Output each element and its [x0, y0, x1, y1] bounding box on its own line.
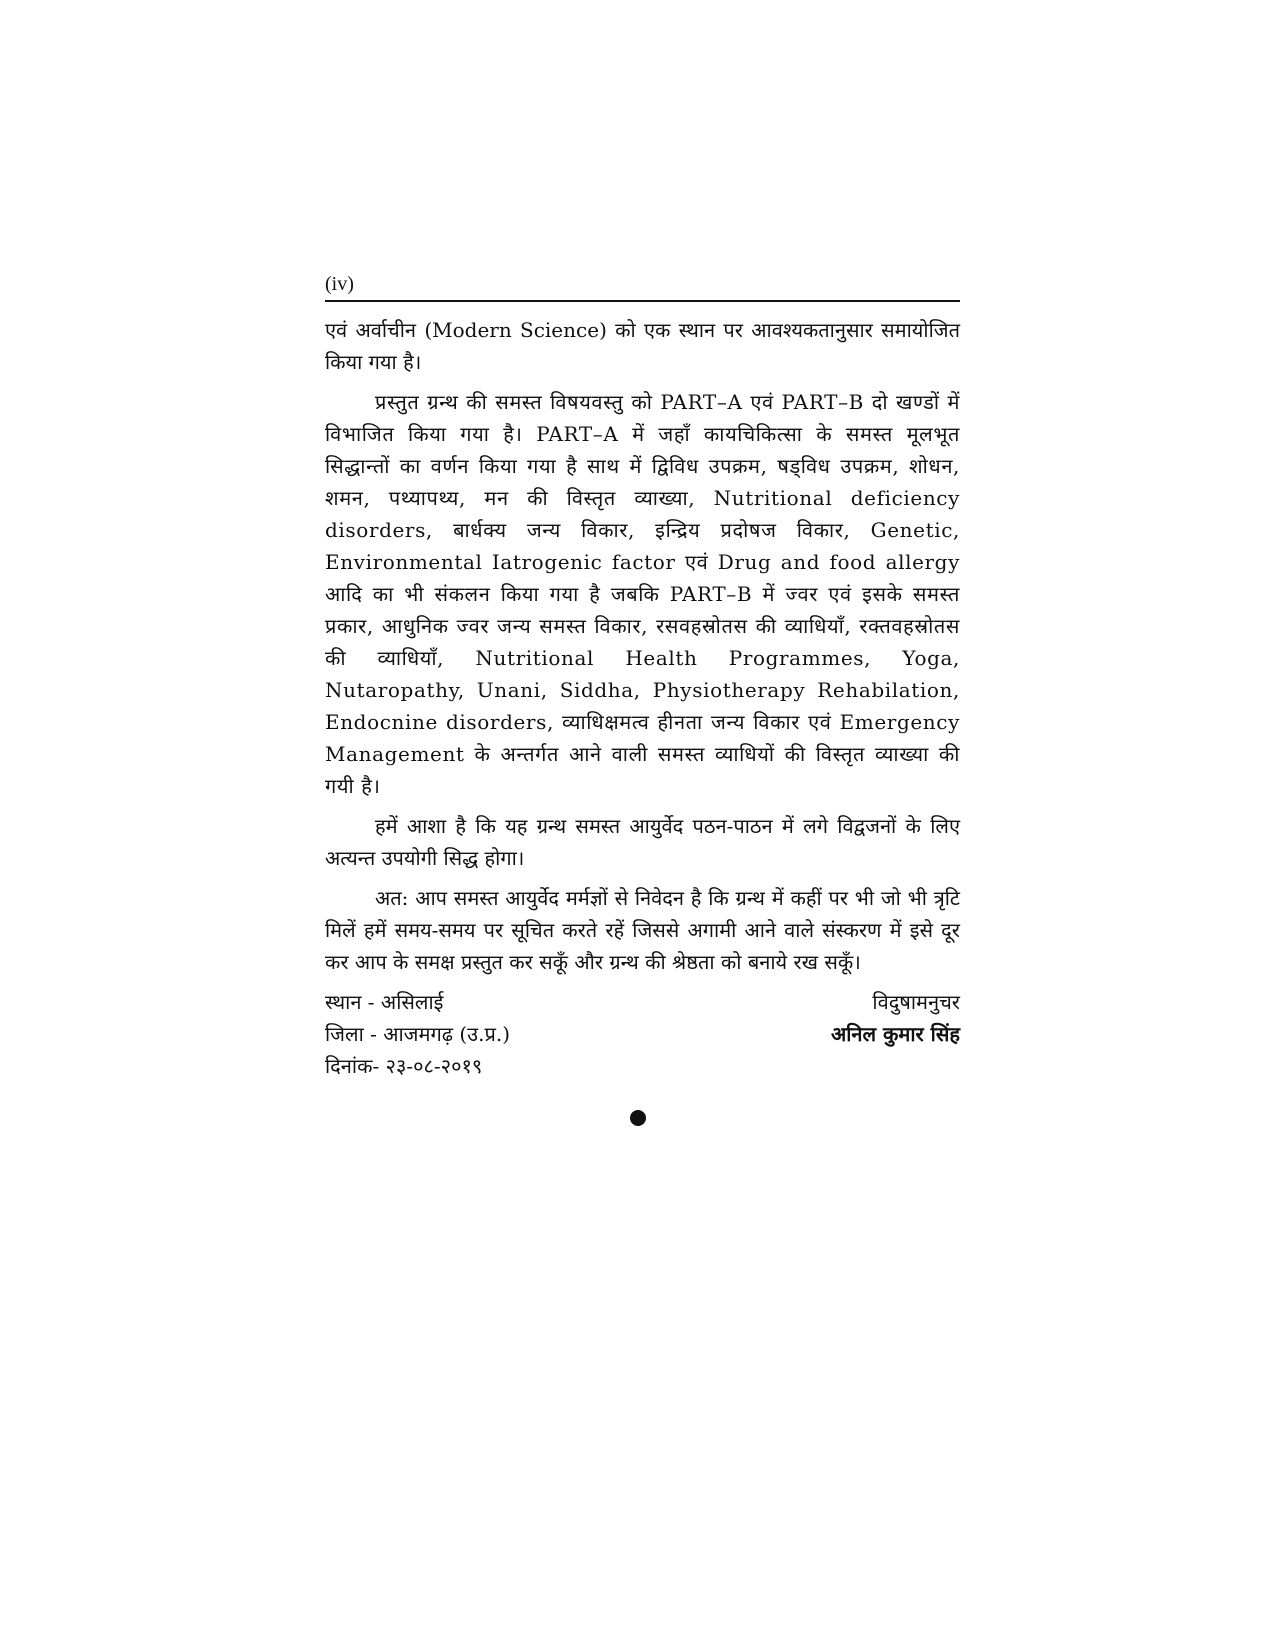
paragraph-intro-continuation: एवं अर्वाचीन (Modern Science) को एक स्थान पर आवश्यकतानुसार समायोजित किया गया है। — [325, 318, 960, 374]
author-block — [831, 986, 960, 1050]
place-date-block — [325, 986, 510, 1082]
end-bullet-icon — [630, 1110, 646, 1126]
closing-line: विदुषामनुचर — [872, 990, 960, 1014]
place-line: स्थान - असिलाई — [325, 990, 444, 1014]
paragraph-contents-description: प्रस्तुत ग्रन्थ की समस्त विषयवस्तु को PART–A एवं PART–B दो खण्डों में विभाजित किया गया है। PART–A में जहाँ कायचिकित्सा के समस्त मूलभूत सिद्धान्तों का वर्णन किया गया है साथ में द्विविध उपक्रम, षड्विध उपक्रम, शोधन, शमन, पथ्यापथ्य, मन की विस्तृत व्याख्या, Nutritional deficiency disorders, बार्धक्य जन्य विकार, इन्द्रिय प्रदोषज विकार, Genetic, Environmental Iatrogenic factor एवं Drug and food allergy आदि का भी संकलन किया गया है जबकि PART–B में ज्वर एवं इसके समस्त प्रकार, आधुनिक ज्वर जन्य समस्त विकार, रसवहस्रोतस की व्याधियाँ, रक्तवहस्रोतस की व्याधियाँ, Nutritional Health Programmes, Yoga, Nutaropathy, Unani, Siddha, Physiotherapy Rehabilation, Endocnine disorders, व्याधिक्षमत्व हीनता जन्य विकार एवं Emergency Management के अन्तर्गत आने वाली समस्त व्याधियों की विस्तृत व्याख्या की गयी है। — [325, 390, 961, 798]
signature-block — [325, 986, 960, 1082]
page-content — [325, 272, 960, 1082]
paragraph-hope: हमें आशा है कि यह ग्रन्थ समस्त आयुर्वेद पठन-पाठन में लगे विद्वजनों के लिए अत्यन्त उपयोगी सिद्ध होगा। — [325, 814, 960, 870]
author-name: अनिल कुमार सिंह — [830, 1022, 960, 1046]
page-number: (iv) — [325, 273, 354, 295]
date-line: दिनांक- २३-०८-२०१९ — [325, 1054, 483, 1078]
header-rule — [325, 300, 960, 302]
paragraph-request: अत: आप समस्त आयुर्वेद मर्मज्ञों से निवेदन है कि ग्रन्थ में कहीं पर भी जो भी त्रृटि मिलें हमें समय-समय पर सूचित करते रहें जिससे अगामी आने वाले संस्करण में इसे दूर कर आप के समक्ष प्रस्तुत कर सकूँ और ग्रन्थ की श्रेष्ठता को बनाये रख सकूँ। — [325, 886, 960, 974]
district-line: जिला - आजमगढ़ (उ.प्र.) — [325, 1022, 511, 1046]
